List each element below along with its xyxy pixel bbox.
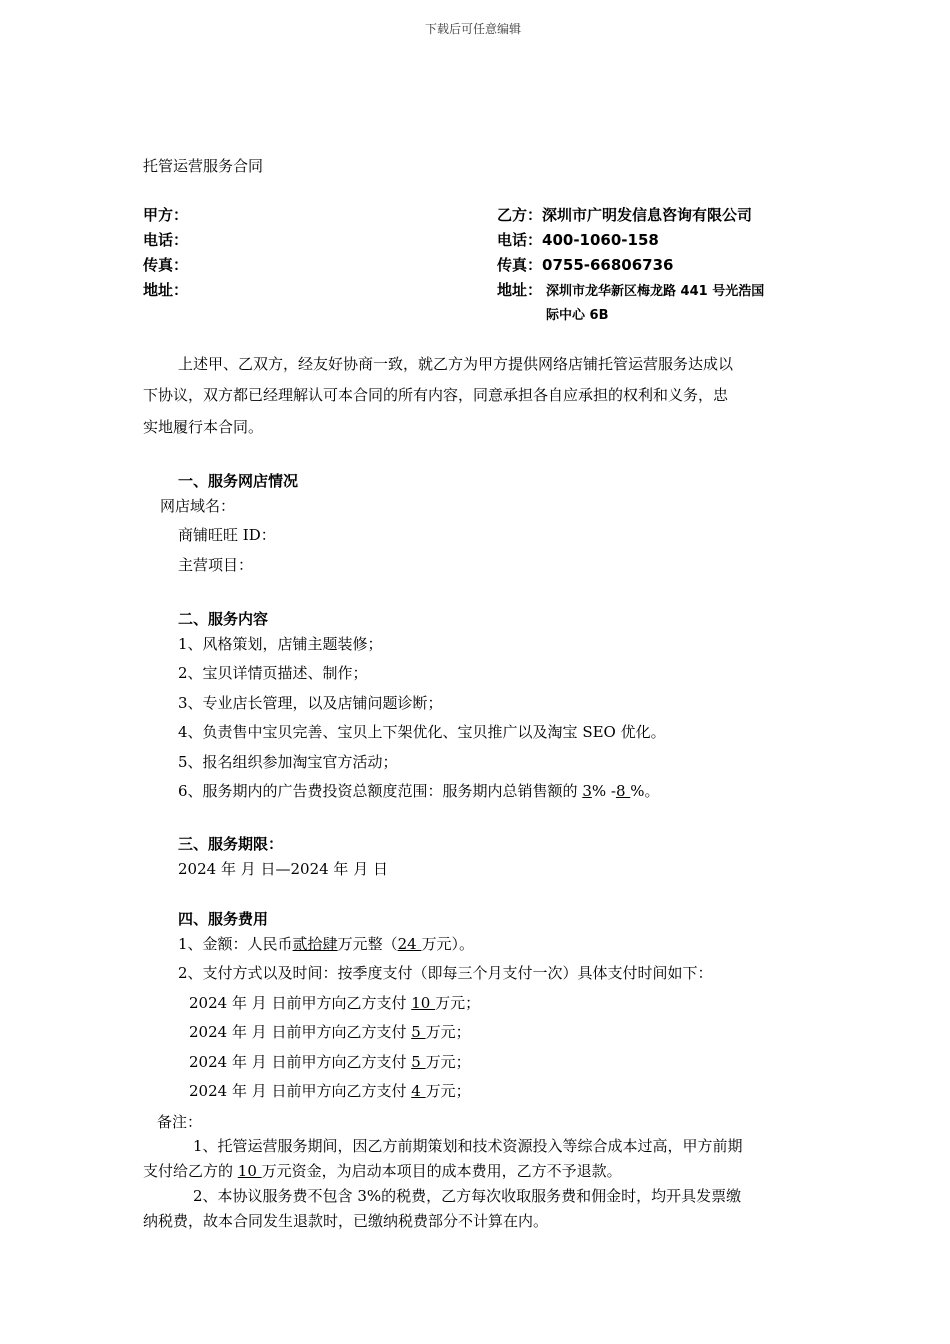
payment-line-3 [189,1055,471,1070]
ad-spend-suffix: %。 [630,782,660,800]
intro-line-3: 实地履行本合同。 [143,418,264,436]
ad-spend-max-percent: 8 [615,782,631,800]
shop-main-items-label: 主营项目： [178,556,254,574]
intro-line-1: 上述甲、乙双方，经友好协商一致，就乙方为甲方提供网络店铺托管运营服务达成以 [178,355,734,373]
payment-line-2 [189,1025,471,1040]
payment-amount-4: 4 [411,1082,426,1100]
fee-amount [178,937,474,952]
service-item-6 [178,784,660,799]
party-b-phone-value: 400-1060-158 [542,231,659,249]
payment-amount-2: 5 [411,1023,426,1041]
service-item-4: 4、负责售中宝贝完善、宝贝上下架优化、宝贝推广以及淘宝 SEO 优化。 [178,723,666,741]
shop-wangwang-label: 商铺旺旺 ID： [178,526,276,544]
payment-unit: 万元； [425,1082,471,1100]
party-a-label: 甲方： [143,206,189,224]
party-b-label: 乙方： [497,206,543,224]
party-b-company: 深圳市广明发信息咨询有限公司 [542,206,753,224]
notes-label: 备注： [157,1113,203,1131]
ad-spend-min-percent: 3 [582,782,592,800]
section-2-heading: 二、服务内容 [178,610,269,628]
party-b-address-line2: 际中心 6B [546,308,609,323]
fee-amount-number: 24 [397,935,422,953]
payment-unit: 万元； [435,994,481,1012]
party-b-name [497,208,752,223]
payment-line-text: 2024 年 月 日前甲方向乙方支付 [189,1082,412,1100]
service-item-2: 2、宝贝详情页描述、制作； [178,664,368,682]
note-2-line-1: 2、本协议服务费不包含 3%的税费，乙方每次收取服务费和佣金时，均开具发票缴 [193,1187,742,1205]
section-1-heading: 一、服务网店情况 [178,472,299,490]
fee-amount-words: 贰拾肆 [292,935,338,953]
payment-amount-3: 5 [411,1053,426,1071]
party-b-phone-label: 电话： [497,231,543,249]
fee-amount-mid: 万元整（ [337,935,398,953]
page-header: 下载后可任意编辑 [425,22,522,36]
party-b-address-label: 地址： [497,281,543,299]
payment-unit: 万元； [425,1053,471,1071]
section-3-heading: 三、服务期限： [178,835,284,853]
party-b-fax-value: 0755-66806736 [542,256,674,274]
note-1-text-post: 万元资金，为启动本项目的成本费用，乙方不予退款。 [261,1162,622,1180]
intro-line-2: 下协议，双方都已经理解认可本合同的所有内容，同意承担各自应承担的权利和义务，忠 [143,386,729,404]
service-period: 2024 年 月 日—2024 年 月 日 [178,860,388,878]
payment-line-text: 2024 年 月 日前甲方向乙方支付 [189,1023,412,1041]
party-b-fax-label: 传真： [497,256,543,274]
party-b-address-line1: 深圳市龙华新区梅龙路 441 号光浩国 [546,284,765,299]
service-item-1: 1、风格策划，店铺主题装修； [178,635,383,653]
payment-method: 2、支付方式以及时间：按季度支付（即每三个月支付一次）具体支付时间如下： [178,964,713,982]
shop-domain-label: 网店域名： [160,497,236,515]
fee-amount-prefix: 1、金额：人民币 [178,935,293,953]
note-2-line-2: 纳税费，故本合同发生退款时，已缴纳税费部分不计算在内。 [143,1212,549,1230]
service-item-6-text: 6、服务期内的广告费投资总额度范围：服务期内总销售额的 [178,782,583,800]
party-b-phone [497,233,659,248]
party-b-fax [497,258,674,273]
payment-unit: 万元； [425,1023,471,1041]
payment-line-text: 2024 年 月 日前甲方向乙方支付 [189,994,412,1012]
note-1-line-1: 1、托管运营服务期间，因乙方前期策划和技术资源投入等综合成本过高，甲方前期 [193,1137,743,1155]
ad-spend-range-sep: % - [591,782,616,800]
section-4-heading: 四、服务费用 [178,910,269,928]
note-1-text-pre: 支付给乙方的 [143,1162,238,1180]
payment-amount-1: 10 [411,994,436,1012]
payment-line-1 [189,996,480,1011]
payment-line-text: 2024 年 月 日前甲方向乙方支付 [189,1053,412,1071]
party-a-phone-label: 电话： [143,231,189,249]
service-item-5: 5、报名组织参加淘宝官方活动； [178,753,398,771]
payment-line-4 [189,1084,471,1099]
note-1-line-2 [143,1164,622,1179]
note-1-amount: 10 [237,1162,262,1180]
fee-amount-suffix: 万元）。 [421,935,474,953]
party-a-fax-label: 传真： [143,256,189,274]
document-title: 托管运营服务合同 [143,157,264,175]
party-a-address-label: 地址： [143,281,189,299]
service-item-3: 3、专业店长管理，以及店铺问题诊断； [178,694,443,712]
